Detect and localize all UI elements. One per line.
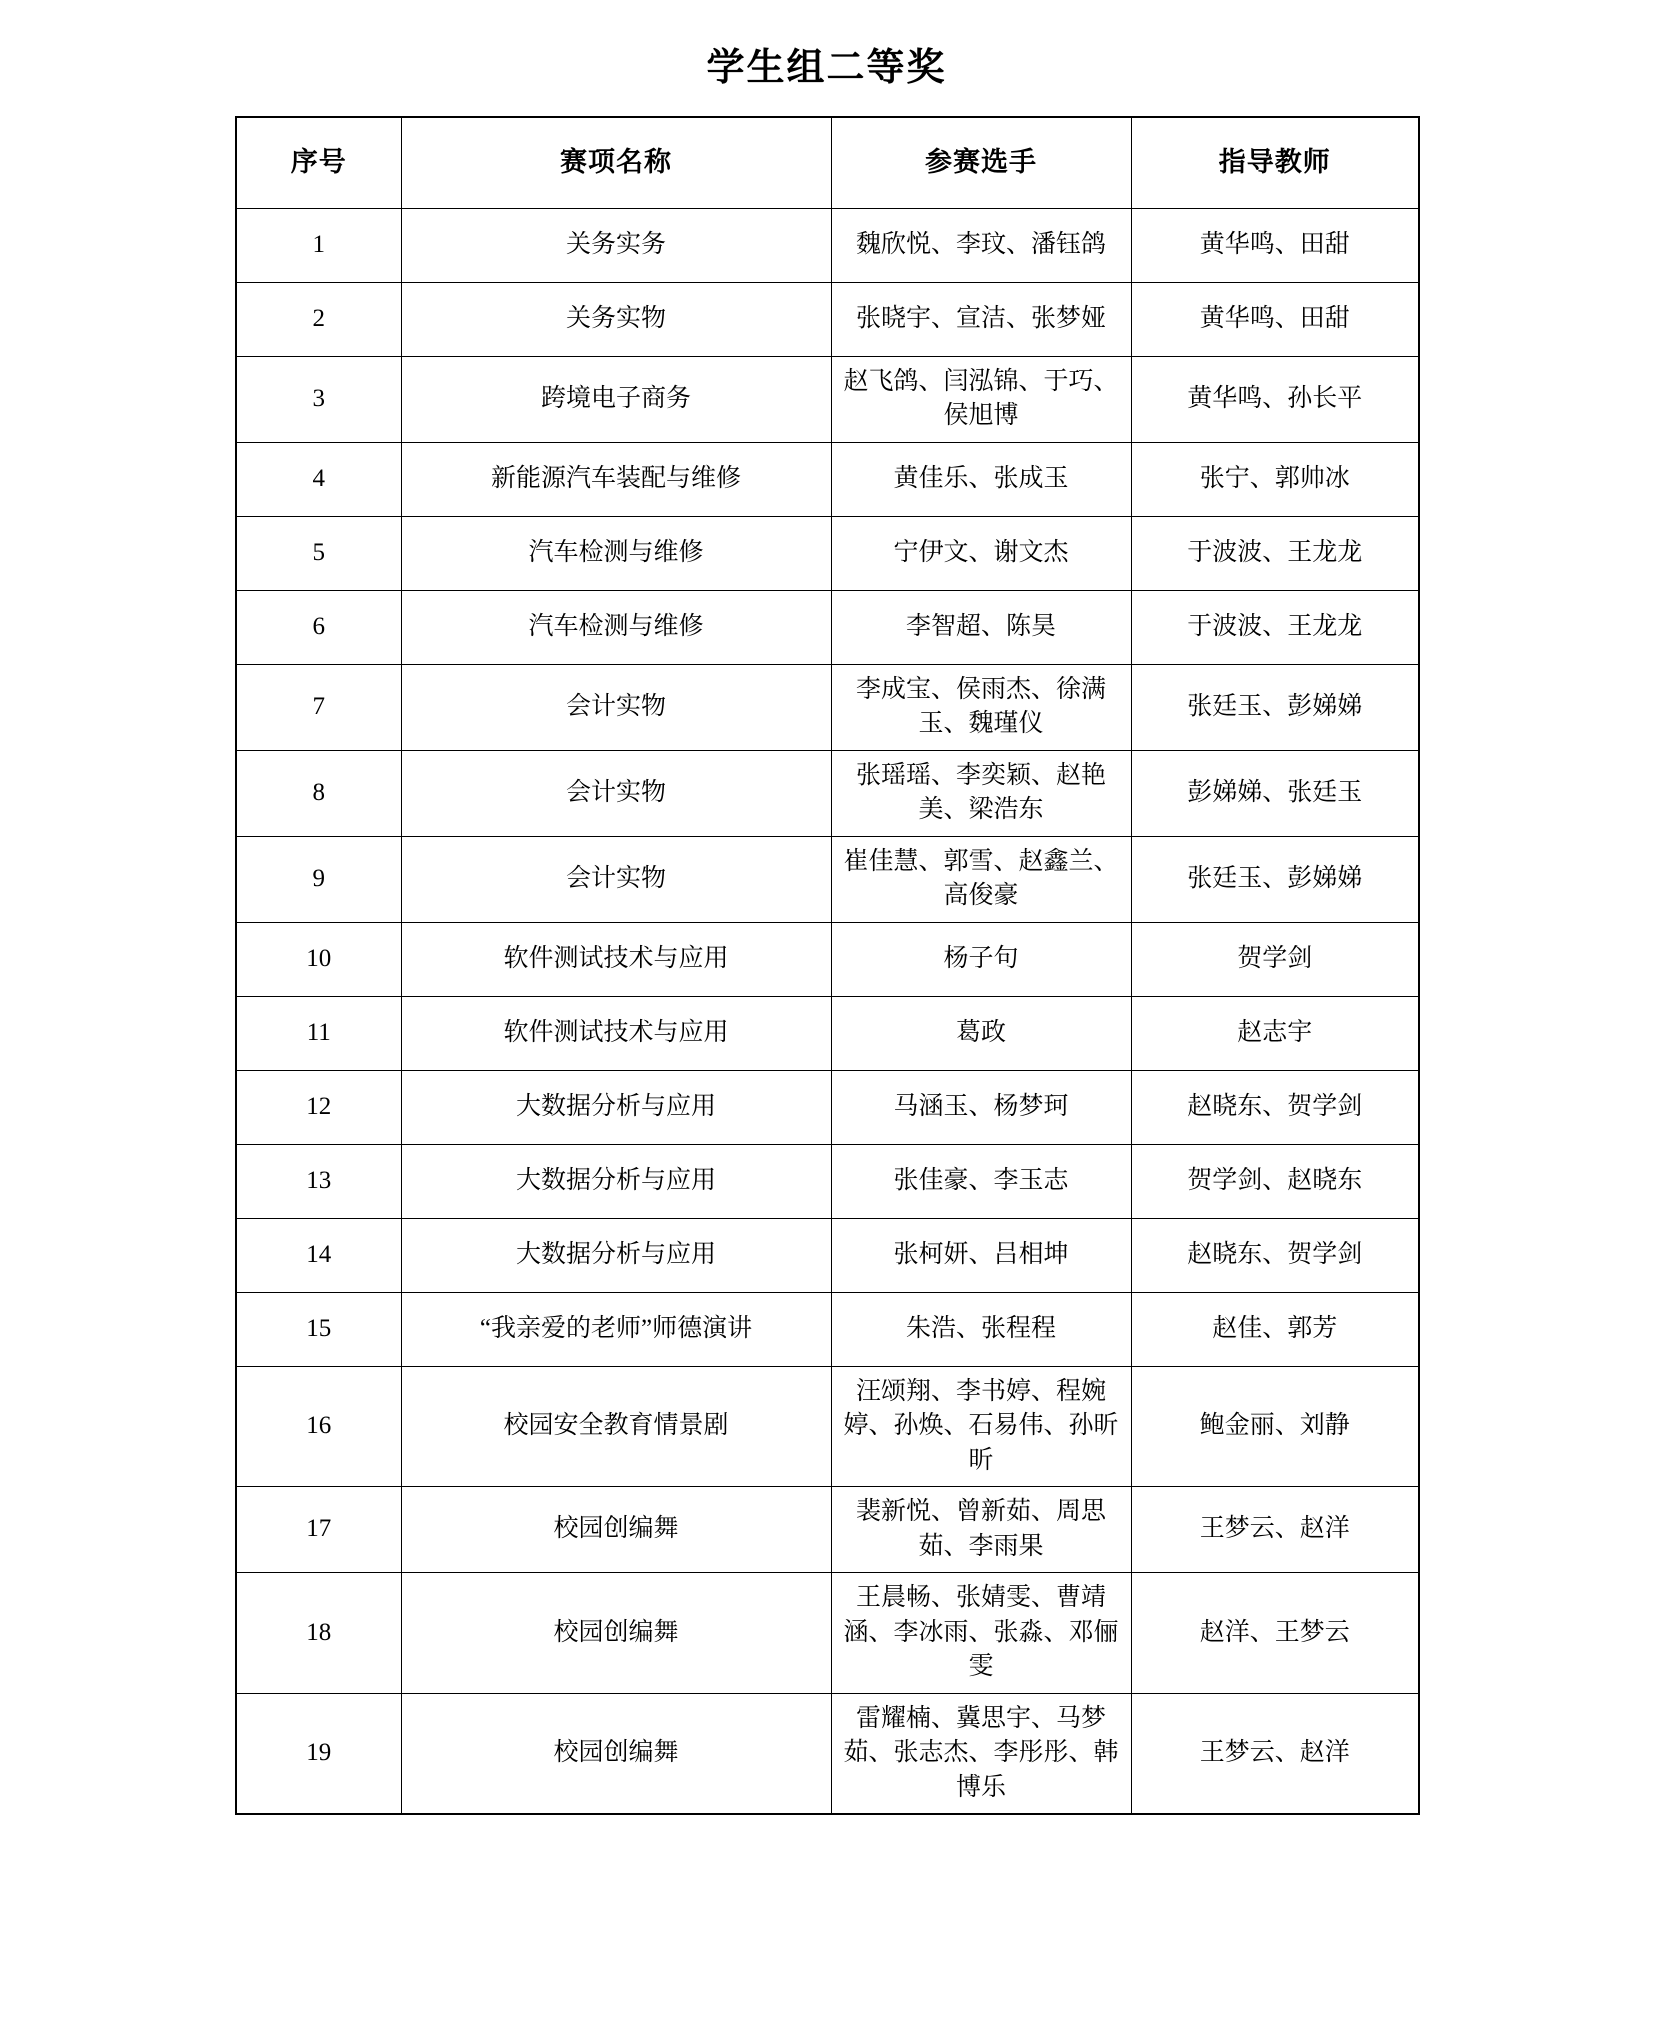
cell-event: 关务实物 [401, 282, 831, 356]
cell-coach: 张廷玉、彭娣娣 [1131, 836, 1419, 922]
cell-coach: 彭娣娣、张廷玉 [1131, 750, 1419, 836]
cell-coach: 张廷玉、彭娣娣 [1131, 664, 1419, 750]
cell-no: 1 [236, 208, 401, 282]
cell-event: 大数据分析与应用 [401, 1144, 831, 1218]
award-table [235, 116, 1420, 1816]
cell-no: 12 [236, 1070, 401, 1144]
cell-event: 校园创编舞 [401, 1693, 831, 1814]
cell-no: 18 [236, 1573, 401, 1694]
column-header-no: 序号 [236, 117, 401, 209]
cell-no: 17 [236, 1487, 401, 1573]
cell-event: 校园创编舞 [401, 1573, 831, 1694]
cell-event: 大数据分析与应用 [401, 1218, 831, 1292]
cell-no: 8 [236, 750, 401, 836]
table-header [236, 117, 1419, 209]
cell-team: 宁伊文、谢文杰 [831, 516, 1131, 590]
cell-event: 校园安全教育情景剧 [401, 1366, 831, 1487]
cell-no: 2 [236, 282, 401, 356]
cell-team: 杨子句 [831, 922, 1131, 996]
cell-team: 张佳豪、李玉志 [831, 1144, 1131, 1218]
cell-coach: 于波波、王龙龙 [1131, 590, 1419, 664]
cell-no: 19 [236, 1693, 401, 1814]
cell-team: 魏欣悦、李玟、潘钰鸽 [831, 208, 1131, 282]
cell-event: 校园创编舞 [401, 1487, 831, 1573]
cell-event: 大数据分析与应用 [401, 1070, 831, 1144]
cell-coach: 王梦云、赵洋 [1131, 1693, 1419, 1814]
cell-team: 张晓宇、宣洁、张梦娅 [831, 282, 1131, 356]
table-row [236, 590, 1419, 664]
cell-coach: 赵志宇 [1131, 996, 1419, 1070]
table-row [236, 516, 1419, 590]
cell-event: 会计实物 [401, 750, 831, 836]
cell-coach: 鲍金丽、刘静 [1131, 1366, 1419, 1487]
cell-no: 3 [236, 356, 401, 442]
cell-team: 崔佳慧、郭雪、赵鑫兰、高俊豪 [831, 836, 1131, 922]
cell-team: 裴新悦、曾新茹、周思茹、李雨果 [831, 1487, 1131, 1573]
table-row [236, 442, 1419, 516]
cell-team: 王晨畅、张婧雯、曹靖涵、李冰雨、张淼、邓俪雯 [831, 1573, 1131, 1694]
cell-no: 15 [236, 1292, 401, 1366]
table-row [236, 1366, 1419, 1487]
page-title: 学生组二等奖 [706, 47, 947, 89]
cell-event: 软件测试技术与应用 [401, 922, 831, 996]
cell-coach: 黄华鸣、田甜 [1131, 282, 1419, 356]
cell-event: 汽车检测与维修 [401, 516, 831, 590]
cell-coach: 黄华鸣、孙长平 [1131, 356, 1419, 442]
cell-coach: 王梦云、赵洋 [1131, 1487, 1419, 1573]
cell-no: 7 [236, 664, 401, 750]
cell-no: 9 [236, 836, 401, 922]
cell-no: 11 [236, 996, 401, 1070]
cell-no: 14 [236, 1218, 401, 1292]
cell-team: 马涵玉、杨梦珂 [831, 1070, 1131, 1144]
table-row [236, 208, 1419, 282]
table-row [236, 1487, 1419, 1573]
cell-coach: 贺学剑 [1131, 922, 1419, 996]
cell-team: 朱浩、张程程 [831, 1292, 1131, 1366]
cell-team: 黄佳乐、张成玉 [831, 442, 1131, 516]
cell-coach: 黄华鸣、田甜 [1131, 208, 1419, 282]
cell-no: 10 [236, 922, 401, 996]
table-row [236, 1144, 1419, 1218]
table-row [236, 1693, 1419, 1814]
award-table-container [0, 116, 1653, 1816]
cell-team: 葛政 [831, 996, 1131, 1070]
table-header-row [236, 117, 1419, 209]
column-header-event: 赛项名称 [401, 117, 831, 209]
cell-no: 4 [236, 442, 401, 516]
cell-event: 新能源汽车装配与维修 [401, 442, 831, 516]
cell-event: 汽车检测与维修 [401, 590, 831, 664]
cell-event: “我亲爱的老师”师德演讲 [401, 1292, 831, 1366]
table-row [236, 750, 1419, 836]
cell-coach: 于波波、王龙龙 [1131, 516, 1419, 590]
table-row [236, 356, 1419, 442]
cell-team: 李成宝、侯雨杰、徐满玉、魏瑾仪 [831, 664, 1131, 750]
cell-coach: 赵洋、王梦云 [1131, 1573, 1419, 1694]
cell-coach: 赵佳、郭芳 [1131, 1292, 1419, 1366]
column-header-coach: 指导教师 [1131, 117, 1419, 209]
cell-coach: 赵晓东、贺学剑 [1131, 1070, 1419, 1144]
cell-coach: 赵晓东、贺学剑 [1131, 1218, 1419, 1292]
table-row [236, 282, 1419, 356]
cell-event: 关务实务 [401, 208, 831, 282]
cell-team: 雷耀楠、冀思宇、马梦茹、张志杰、李彤彤、韩博乐 [831, 1693, 1131, 1814]
table-row [236, 1573, 1419, 1694]
table-body [236, 208, 1419, 1814]
cell-team: 张柯妍、吕相坤 [831, 1218, 1131, 1292]
cell-team: 汪颂翔、李书婷、程婉婷、孙焕、石易伟、孙昕昕 [831, 1366, 1131, 1487]
cell-no: 16 [236, 1366, 401, 1487]
cell-coach: 张宁、郭帅冰 [1131, 442, 1419, 516]
cell-no: 13 [236, 1144, 401, 1218]
cell-team: 赵飞鸽、闫泓锦、于巧、侯旭博 [831, 356, 1131, 442]
table-row [236, 836, 1419, 922]
cell-event: 会计实物 [401, 664, 831, 750]
cell-no: 5 [236, 516, 401, 590]
cell-no: 6 [236, 590, 401, 664]
column-header-team: 参赛选手 [831, 117, 1131, 209]
cell-team: 李智超、陈昊 [831, 590, 1131, 664]
cell-event: 会计实物 [401, 836, 831, 922]
table-row [236, 922, 1419, 996]
cell-event: 跨境电子商务 [401, 356, 831, 442]
cell-event: 软件测试技术与应用 [401, 996, 831, 1070]
table-row [236, 1070, 1419, 1144]
table-row [236, 1218, 1419, 1292]
table-row [236, 664, 1419, 750]
cell-coach: 贺学剑、赵晓东 [1131, 1144, 1419, 1218]
table-row [236, 1292, 1419, 1366]
cell-team: 张瑶瑶、李奕颖、赵艳美、梁浩东 [831, 750, 1131, 836]
table-row [236, 996, 1419, 1070]
